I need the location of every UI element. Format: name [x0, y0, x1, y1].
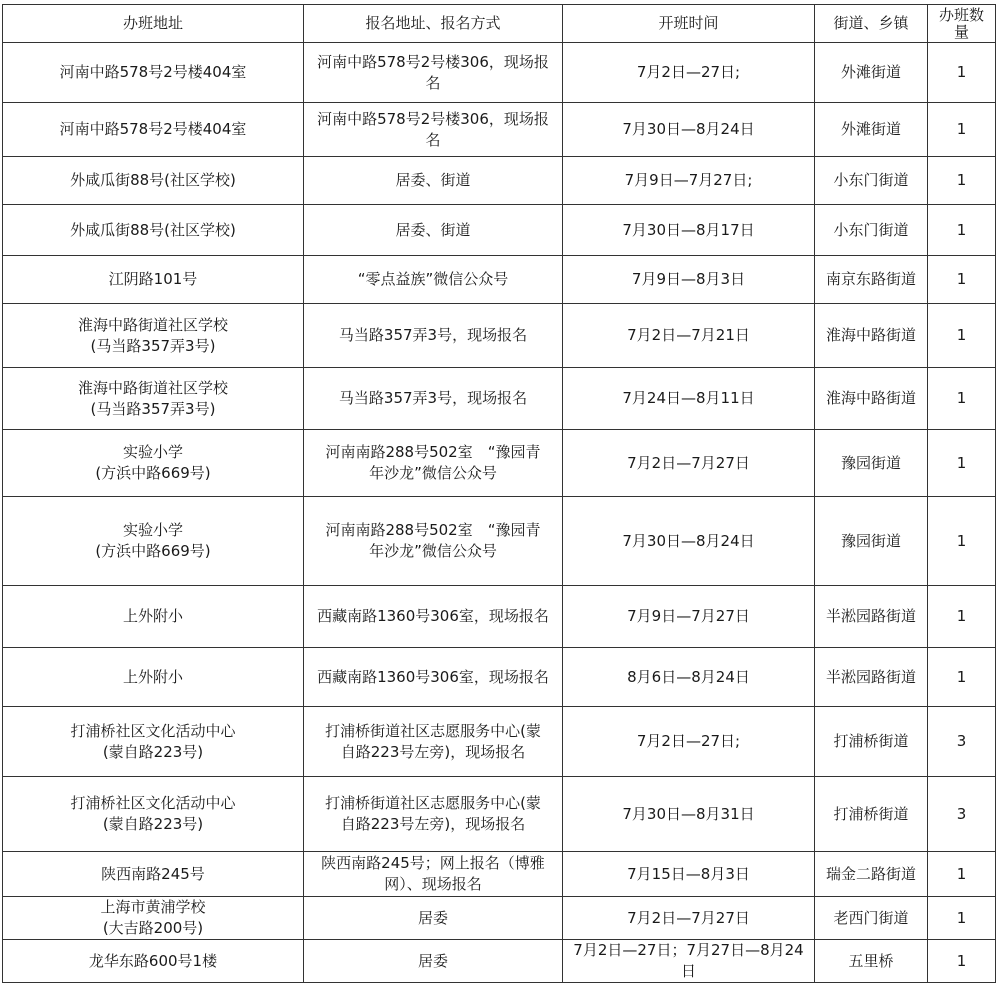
cell-signup — [304, 777, 563, 852]
cell-count: 1 — [928, 205, 996, 256]
table-row — [3, 157, 996, 205]
cell-address — [3, 852, 304, 897]
table-row — [3, 256, 996, 304]
cell-street: 瑞金二路街道 — [815, 852, 928, 897]
cell-time-line: 7月2日—27日；7月27日—8月24 — [573, 941, 804, 959]
header-count: 办班数量 — [928, 5, 996, 43]
cell-address-line: 陕西南路245号 — [101, 864, 205, 883]
cell-address-line: 打浦桥社区文化活动中心 — [70, 794, 236, 812]
table-row — [3, 777, 996, 852]
cell-address — [3, 368, 304, 430]
cell-address-line: (蒙自路223号) — [102, 815, 204, 833]
cell-time — [563, 157, 815, 205]
cell-address-line: 河南中路578号2号楼404室 — [59, 120, 247, 138]
cell-signup-line: 自路223号左旁)，现场报名 — [340, 742, 526, 761]
cell-signup — [304, 430, 563, 497]
cell-signup-line: 河南中路578号2号楼306，现场报 — [317, 52, 549, 71]
cell-signup-line: 河南中路578号2号楼306，现场报 — [317, 109, 549, 128]
cell-signup-line: “零点益族”微信公众号 — [357, 270, 509, 288]
cell-address-line: 实验小学 — [122, 443, 183, 461]
cell-signup-line: 河南南路288号502室 “豫园青 — [325, 521, 541, 539]
cell-time — [563, 897, 815, 940]
cell-address-line: (马当路357弄3号) — [90, 399, 216, 418]
cell-count: 1 — [928, 256, 996, 304]
header-row — [3, 5, 996, 43]
cell-time-line: 7月9日—7月27日 — [627, 607, 750, 625]
cell-street: 外滩街道 — [815, 103, 928, 157]
cell-time-line: 7月30日—8月24日 — [622, 120, 755, 138]
cell-time — [563, 304, 815, 368]
cell-address-line: 上外附小 — [122, 607, 183, 625]
cell-time-line: 7月9日—7月27日; — [624, 171, 753, 189]
cell-street: 打浦桥街道 — [815, 777, 928, 852]
cell-signup-line: 居委、街道 — [395, 220, 471, 239]
cell-address — [3, 648, 304, 707]
cell-signup — [304, 707, 563, 777]
cell-signup-line: 网）、现场报名 — [384, 875, 482, 893]
cell-address-line: 淮海中路街道社区学校 — [77, 378, 228, 397]
cell-address-line: (大吉路200号) — [102, 919, 204, 937]
cell-time — [563, 430, 815, 497]
cell-time — [563, 777, 815, 852]
cell-time — [563, 368, 815, 430]
cell-signup — [304, 648, 563, 707]
table-body — [3, 43, 996, 983]
cell-address — [3, 205, 304, 256]
table-row — [3, 648, 996, 707]
cell-address — [3, 586, 304, 648]
cell-time — [563, 648, 815, 707]
cell-time-line: 7月2日—27日; — [636, 732, 741, 750]
table-row — [3, 304, 996, 368]
table-row — [3, 368, 996, 430]
cell-signup-line: 居委、街道 — [395, 171, 471, 189]
cell-time — [563, 586, 815, 648]
cell-address-line: 上海市黄浦学校 — [100, 898, 206, 916]
cell-signup — [304, 497, 563, 586]
cell-count: 1 — [928, 497, 996, 586]
cell-address-line: 打浦桥社区文化活动中心 — [70, 721, 236, 740]
cell-time — [563, 940, 815, 983]
cell-street: 打浦桥街道 — [815, 707, 928, 777]
cell-count: 1 — [928, 648, 996, 707]
header-address: 办班地址 — [3, 5, 304, 43]
header-time: 开班时间 — [563, 5, 815, 43]
table-row — [3, 205, 996, 256]
cell-street: 老西门街道 — [815, 897, 928, 940]
table-row — [3, 103, 996, 157]
cell-signup-line: 名 — [425, 130, 441, 149]
cell-time — [563, 707, 815, 777]
cell-address-line: (马当路357弄3号) — [90, 336, 216, 355]
table-row — [3, 586, 996, 648]
cell-time-line: 7月9日—8月3日 — [631, 270, 746, 288]
cell-street: 豫园街道 — [815, 430, 928, 497]
cell-address — [3, 43, 304, 103]
cell-address-line: 淮海中路街道社区学校 — [77, 315, 228, 334]
cell-signup-line: 年沙龙”微信公众号 — [369, 464, 497, 482]
cell-signup — [304, 852, 563, 897]
cell-address — [3, 430, 304, 497]
table-row — [3, 897, 996, 940]
cell-address — [3, 940, 304, 983]
cell-time-line: 7月2日—7月27日 — [627, 908, 750, 927]
cell-count: 3 — [928, 707, 996, 777]
cell-time-line: 7月15日—8月3日 — [627, 864, 750, 883]
cell-street: 半淞园路街道 — [815, 648, 928, 707]
cell-count: 1 — [928, 586, 996, 648]
cell-street: 淮海中路街道 — [815, 368, 928, 430]
cell-signup — [304, 256, 563, 304]
cell-address — [3, 103, 304, 157]
cell-time-line: 7月30日—8月31日 — [622, 804, 755, 823]
cell-time-line: 7月2日—7月27日 — [627, 453, 750, 472]
cell-count: 1 — [928, 368, 996, 430]
cell-address — [3, 497, 304, 586]
table-row — [3, 707, 996, 777]
cell-address-line: (方浜中路669号) — [95, 542, 211, 560]
cell-signup-line: 马当路357弄3号，现场报名 — [338, 326, 528, 344]
cell-signup-line: 打浦桥街道社区志愿服务中心(蒙 — [325, 794, 541, 812]
cell-time-line: 7月30日—8月17日 — [622, 220, 755, 239]
cell-address — [3, 707, 304, 777]
cell-count: 1 — [928, 304, 996, 368]
cell-count: 1 — [928, 897, 996, 940]
cell-address — [3, 256, 304, 304]
cell-count: 1 — [928, 103, 996, 157]
cell-street: 外滩街道 — [815, 43, 928, 103]
cell-signup-line: 自路223号左旁)，现场报名 — [340, 815, 526, 833]
cell-signup-line: 居委 — [417, 951, 448, 970]
cell-signup-line: 名 — [425, 73, 441, 92]
table-row — [3, 430, 996, 497]
cell-signup — [304, 103, 563, 157]
cell-street: 豫园街道 — [815, 497, 928, 586]
cell-time-line: 7月30日—8月24日 — [622, 531, 755, 550]
header-signup: 报名地址、报名方式 — [304, 5, 563, 43]
cell-signup — [304, 304, 563, 368]
cell-address-line: (方浜中路669号) — [95, 464, 211, 482]
header-street: 街道、乡镇 — [815, 5, 928, 43]
cell-signup-line: 年沙龙”微信公众号 — [369, 542, 497, 560]
cell-address — [3, 777, 304, 852]
cell-time-line: 7月2日—7月21日 — [627, 326, 750, 344]
cell-address-line: 龙华东路600号1楼 — [88, 951, 218, 970]
cell-street: 小东门街道 — [815, 157, 928, 205]
cell-signup-line: 西藏南路1360号306室，现场报名 — [317, 667, 549, 686]
table-row — [3, 940, 996, 983]
cell-time-line: 8月6日—8月24日 — [627, 667, 750, 686]
table-row — [3, 852, 996, 897]
cell-address-line: 江阴路101号 — [108, 270, 198, 288]
cell-time-line: 日 — [680, 962, 696, 980]
cell-signup-line: 居委 — [417, 908, 448, 927]
table-row — [3, 497, 996, 586]
cell-address-line: 外咸瓜街88号(社区学校) — [70, 171, 236, 189]
cell-signup-line: 马当路357弄3号，现场报名 — [338, 389, 528, 407]
cell-time — [563, 103, 815, 157]
cell-signup-line: 打浦桥街道社区志愿服务中心(蒙 — [325, 721, 541, 740]
cell-signup — [304, 43, 563, 103]
cell-signup — [304, 586, 563, 648]
cell-street: 南京东路街道 — [815, 256, 928, 304]
cell-signup — [304, 940, 563, 983]
cell-signup — [304, 205, 563, 256]
cell-count: 1 — [928, 940, 996, 983]
cell-count: 1 — [928, 852, 996, 897]
cell-count: 3 — [928, 777, 996, 852]
cell-signup — [304, 897, 563, 940]
class-schedule-table — [2, 4, 996, 983]
cell-count: 1 — [928, 157, 996, 205]
cell-signup — [304, 157, 563, 205]
cell-count: 1 — [928, 430, 996, 497]
table-row — [3, 43, 996, 103]
cell-address-line: 上外附小 — [122, 667, 183, 686]
cell-time-line: 7月24日—8月11日 — [622, 389, 755, 407]
cell-street: 淮海中路街道 — [815, 304, 928, 368]
cell-time — [563, 497, 815, 586]
cell-time — [563, 43, 815, 103]
cell-address-line: 河南中路578号2号楼404室 — [59, 63, 247, 81]
cell-address-line: (蒙自路223号) — [102, 742, 204, 761]
cell-time — [563, 256, 815, 304]
cell-address — [3, 304, 304, 368]
cell-address — [3, 157, 304, 205]
cell-signup-line: 河南南路288号502室 “豫园青 — [325, 443, 541, 461]
cell-address-line: 实验小学 — [122, 521, 183, 539]
cell-address-line: 外咸瓜街88号(社区学校) — [70, 220, 236, 239]
cell-street: 五里桥 — [815, 940, 928, 983]
cell-time — [563, 852, 815, 897]
cell-street: 小东门街道 — [815, 205, 928, 256]
cell-street: 半淞园路街道 — [815, 586, 928, 648]
cell-signup-line: 陕西南路245号；网上报名（博雅 — [321, 854, 545, 872]
cell-address — [3, 897, 304, 940]
cell-time — [563, 205, 815, 256]
cell-signup — [304, 368, 563, 430]
cell-count: 1 — [928, 43, 996, 103]
cell-signup-line: 西藏南路1360号306室，现场报名 — [317, 607, 549, 625]
cell-time-line: 7月2日—27日; — [636, 63, 741, 81]
